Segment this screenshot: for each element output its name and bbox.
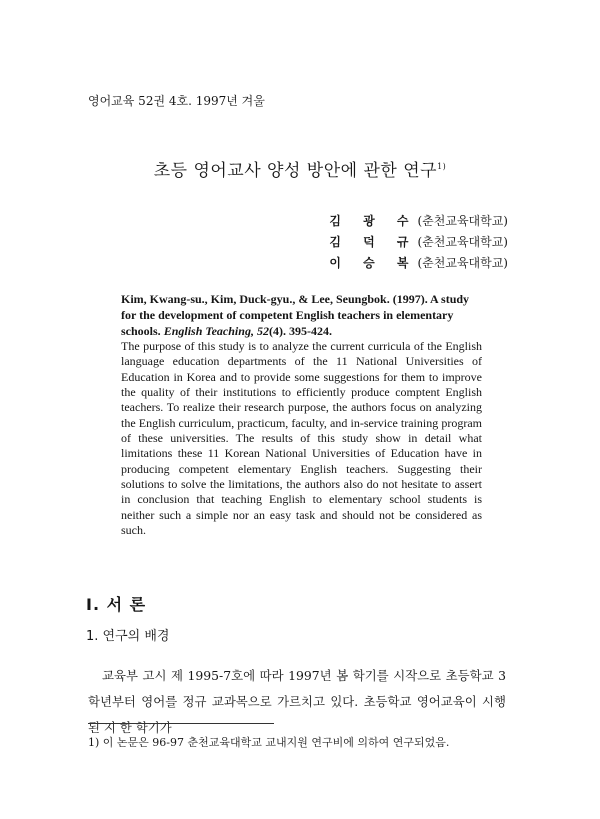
citation [121,291,481,339]
body-text [88,663,506,741]
footnote-text: 이 논문은 96-97 춘천교육대학교 교내지원 연구비에 의하여 연구되었음. [102,736,450,749]
author-entry [329,253,508,274]
journal-header: 영어교육 52권 4호. 1997년 겨울 [88,94,265,108]
footnote-mark: 1) [88,736,100,749]
author-name: 이 승 복 [329,256,418,270]
author-entry [329,211,508,232]
author-affiliation: (춘천교육대학교) [417,214,508,228]
citation-issue-pages: (4). 395-424. [268,324,332,338]
subsection-heading: 1. 연구의 배경 [86,629,170,644]
title-footnote-mark: 1) [437,162,447,171]
section-heading: I. 서 론 [86,595,147,614]
abstract: The purpose of this study is to analyze the current curricula of the English language education departments of the 11 National Universities of Education in Korea and to provide some suggestions for them to improve the quality of their institutions to efficiently produce comptent English teachers. To realize their research purpose, the authors focus on analyzing the English curriculum, practicum, faculty, and in-service training program of these universities. The results of this study show in detail what limitations these 11 Korean National Universities of Education have in producing competent elementary English teachers. Suggesting their solutions to solve the limitations, the authors also do not hesitate to assert in conclusion that teaching English to elementary school students is neither such a simple nor an easy task and should not be considered as such. [121,339,482,538]
citation-authors: Kim, Kwang-su., Kim, Duck-gyu., & Lee, Seungbok. (1997). A study for the development of competent English teachers in elementary schools. [121,292,470,338]
author-affiliation: (춘천교육대학교) [417,256,508,270]
citation-journal: English Teaching, 52 [163,324,269,338]
body-paragraph: 교육부 고시 제 1995-7호에 따라 1997년 봄 학기를 시작으로 초등학교 3학년부터 영어를 정규 교과목으로 가르치고 있다. 초등학교 영어교육이 시행된 지 한 학기가 [88,668,506,735]
title-text: 초등 영어교사 양성 방안에 관한 연구 [153,161,438,181]
paper-title [0,156,600,181]
footnote-divider [88,723,274,724]
footnote [88,734,449,750]
author-entry [329,232,508,253]
author-affiliation: (춘천교육대학교) [417,235,508,249]
author-list [329,211,508,274]
author-name: 김 광 수 [329,214,418,228]
author-name: 김 덕 규 [329,235,418,249]
